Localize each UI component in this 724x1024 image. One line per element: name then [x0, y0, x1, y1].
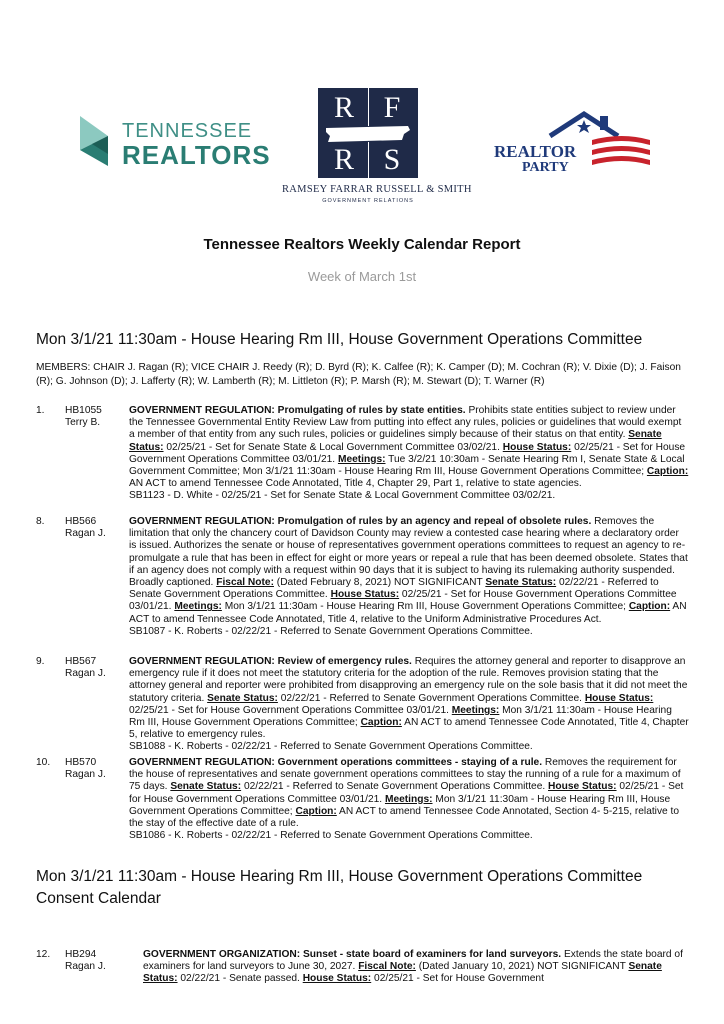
bill-body — [129, 757, 689, 842]
bill-number: 1. — [36, 405, 45, 416]
fiscal-note: (Dated February 8, 2021) NOT SIGNIFICANT — [273, 577, 486, 589]
senate-status-label: Senate Status: — [485, 577, 557, 589]
bill-subject: GOVERNMENT REGULATION: Promulgation of rules by an agency and repeal of obsolete rules. — [129, 516, 592, 527]
bill-number: 9. — [36, 656, 45, 667]
fiscal-note-label: Fiscal Note: — [216, 577, 274, 589]
bill-summary: Removes the requirement for the house of representatives and senate government operations committees to stay the running of a rule for a maximum of 75 days. — [129, 757, 681, 793]
tn-logo-bottom-text: REALTORS — [122, 140, 271, 170]
caption: AN ACT to amend Tennessee Code Annotated, Section 4- 5-215, relative to the stay of the effective date of a rule. — [129, 805, 680, 830]
rfrs-letter-f: F — [383, 91, 401, 124]
meetings: Tue 3/2/21 10:30am - Senate Hearing Rm I, Senate State & Local Government Committee; Mon 3/1/21 11:30am - House Hearing Rm III, House Government Operations Committee; — [129, 453, 685, 478]
senate-status-label: Senate Status: — [143, 961, 662, 985]
rfrs-firm-subtitle: GOVERNMENT RELATIONS — [322, 198, 414, 204]
bill-sponsor: Ragan J. — [65, 961, 106, 973]
bill-sponsor: Ragan J. — [65, 528, 106, 540]
rfrs-letter-r1: R — [333, 91, 354, 124]
meetings: Mon 3/1/21 11:30am - House Hearing Rm III, House Government Operations Committee; — [129, 704, 672, 729]
bill-subject: GOVERNMENT REGULATION: Review of emergency rules. — [129, 656, 412, 667]
bill-subject: GOVERNMENT REGULATION: Government operations committees - staying of a rule. — [129, 757, 543, 768]
caption: AN ACT to amend Tennessee Code Annotated, Title 4, relative to the Uniform Administrative Procedures Act. — [129, 601, 687, 625]
meetings-label: Meetings: — [384, 793, 433, 805]
meetings: Mon 3/1/21 11:30am - House Hearing Rm III, House Government Operations Committee; — [129, 793, 671, 817]
bill-summary: Requires the attorney general and reporter to disapprove an emergency rule if it does not meet the statutory criteria for the adoption of the rule. Removes provision stating that the attorney general and reporter were prohibited from disapproving an emergency rule on the sole basis that it did not meet the statutory criteria. — [129, 656, 688, 704]
bill-sponsor: Ragan J. — [65, 668, 106, 680]
rfrs-firm-name: RAMSEY FARRAR RUSSELL & SMITH — [282, 184, 472, 195]
companion-bill: SB1088 - K. Roberts - 02/22/21 - Referred to Senate Government Operations Committee. — [129, 741, 533, 753]
rfrs-logo — [282, 88, 472, 218]
companion-bill: SB1123 - D. White - 02/25/21 - Set for Senate State & Local Government Committee 03/02/21. — [129, 490, 556, 502]
bill-id: HB567 — [65, 656, 97, 667]
meetings-label: Meetings: — [174, 601, 222, 613]
tennessee-realtors-logo — [78, 114, 271, 170]
realtor-party-logo — [492, 110, 652, 180]
bill-id-block — [65, 949, 135, 973]
logo-bar — [0, 88, 724, 218]
bill-subject: GOVERNMENT ORGANIZATION: Sunset - state board of examiners for land surveyors. — [143, 949, 562, 960]
house-status: 02/25/21 - Set for House Government Operations Committee 03/01/21. — [129, 441, 686, 465]
caption-label: Caption: — [295, 805, 337, 817]
bill-summary: Prohibits state entities subject to review under the Tennessee Governmental Entity Review Law from putting into effect any rules, policies or guidelines that would exempt a member of that entity from any such rules, policies or guidelines simply because of their status on that entity. — [129, 405, 682, 441]
companion-bill: SB1087 - K. Roberts - 02/22/21 - Referred to Senate Government Operations Committee. — [129, 625, 533, 637]
section-heading-committee: Mon 3/1/21 11:30am - House Hearing Rm III, House Government Operations Committee — [36, 331, 643, 348]
caption: AN ACT to amend Tennessee Code Annotated, Title 4, Chapter 5, relative to emergency rules. — [129, 717, 689, 741]
rfrs-monogram — [318, 88, 418, 178]
bill-id-block — [65, 757, 135, 781]
bill-summary: Removes the limitation that only the chancery court of Davidson County may review a contested case hearing where a declaratory order is issued. Authorizes the senate or house of representatives government operations committees to request an agency to re-promulgate a rule that has been in effect for eight or more years or repeal a rule that has been deemed obsolete. States that if an agency does not comply with a request within 90 days that it is subject to having its rulemaking authority suspended. Broadly captioned. — [129, 516, 688, 589]
house-status-label: House Status: — [584, 692, 654, 704]
senate-status-label: Senate Status: — [207, 692, 278, 704]
senate-status-label: Senate Status: — [170, 781, 242, 793]
senate-status: 02/25/21 - Set for Senate State & Local Government Committee 03/02/21. — [163, 441, 503, 453]
fiscal-note-label: Fiscal Note: — [358, 961, 416, 973]
bill-sponsor: Ragan J. — [65, 769, 106, 781]
meetings-label: Meetings: — [451, 704, 500, 716]
rfrs-letter-r2: R — [333, 143, 354, 176]
bill-subject: GOVERNMENT REGULATION: Promulgating of rules by state entities. — [129, 405, 466, 416]
bill-body — [129, 405, 689, 503]
senate-status: 02/22/21 - Referred to Senate Government Operations Committee. — [241, 781, 549, 793]
house-status-label: House Status: — [330, 589, 400, 601]
house-status-label: House Status: — [548, 781, 617, 793]
senate-status: 02/22/21 - Referred to Senate Government Operations Committee. — [129, 577, 659, 601]
section-heading-consent-calendar: Mon 3/1/21 11:30am - House Hearing Rm III, House Government Operations Committee Consent Calendar — [36, 868, 643, 907]
bill-body — [129, 516, 689, 638]
bill-number: 12. — [36, 949, 51, 960]
house-status: 02/25/21 - Set for House Government Operations Committee 03/01/21. — [129, 589, 677, 613]
senate-status: 02/22/21 - Referred to Senate Government Operations Committee. — [277, 692, 585, 704]
bill-id: HB566 — [65, 516, 97, 527]
bill-number: 10. — [36, 757, 51, 768]
bill-id-block — [65, 516, 135, 540]
house-status: 02/25/21 - Set for House Government Operations Committee 03/01/21. — [129, 704, 452, 716]
senate-status: 02/22/21 - Senate passed. — [177, 973, 303, 985]
caption-label: Caption: — [628, 601, 671, 613]
bill-summary: Extends the state board of examiners for land surveyors to June 30, 2027. — [143, 949, 683, 973]
bill-number: 8. — [36, 516, 45, 527]
fiscal-note: (Dated January 10, 2021) NOT SIGNIFICANT — [415, 961, 629, 973]
bill-id: HB1055 — [65, 405, 102, 416]
companion-bill: SB1086 - K. Roberts - 02/22/21 - Referred to Senate Government Operations Committee. — [129, 830, 533, 842]
caption-label: Caption: — [646, 466, 689, 478]
report-title: Tennessee Realtors Weekly Calendar Report — [203, 236, 521, 253]
bill-id-block — [65, 656, 135, 680]
caption-label: Caption: — [360, 717, 402, 729]
bill-id: HB570 — [65, 757, 97, 768]
house-status-label: House Status: — [302, 973, 372, 985]
bill-body — [129, 656, 689, 754]
bill-id-block — [65, 405, 135, 429]
house-status: 02/25/21 - Set for House Government Operations Committee 03/01/21. — [129, 781, 684, 805]
realtor-party-line1: REALTOR — [494, 142, 577, 161]
report-subtitle: Week of March 1st — [307, 269, 417, 284]
tn-logo-top-text: TENNESSEE — [122, 120, 253, 142]
caption: AN ACT to amend Tennessee Code Annotated, Title 4, Chapter 29, Part 1, relative to state agencies. — [129, 478, 582, 490]
tn-realtors-mark-icon — [78, 114, 118, 168]
realtor-party-line2: PARTY — [522, 160, 569, 175]
bill-id: HB294 — [65, 949, 97, 960]
committee-members: MEMBERS: CHAIR J. Ragan (R); VICE CHAIR J. Reedy (R); D. Byrd (R); K. Calfee (R); K. Camper (D); M. Cochran (R); V. Dixie (D); J. Faison (R); G. Johnson (D); J. Lafferty (R); W. Lamberth (R); M. Littleton (R); P. Marsh (R); M. Stewart (D); T. Warner (R) — [36, 362, 681, 387]
rfrs-letter-s: S — [383, 143, 401, 176]
senate-status-label: Senate Status: — [129, 429, 662, 453]
house-status: 02/25/21 - Set for House Government — [371, 973, 544, 985]
house-status-label: House Status: — [502, 441, 572, 453]
bill-body — [143, 949, 689, 986]
meetings: Mon 3/1/21 11:30am - House Hearing Rm III, House Government Operations Committee; — [221, 601, 629, 613]
bill-sponsor: Terry B. — [65, 417, 101, 429]
meetings-label: Meetings: — [337, 453, 386, 465]
